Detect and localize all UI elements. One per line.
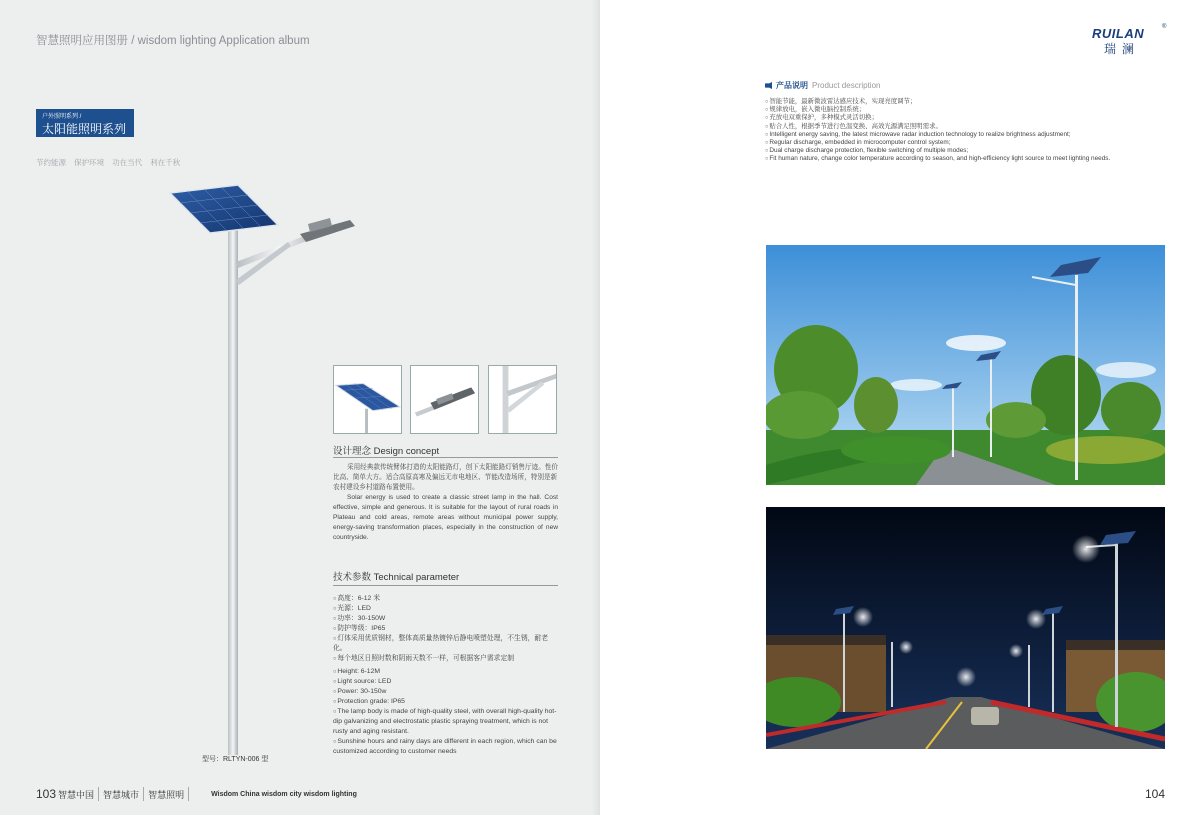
- param-item: ○ 光源：LED: [333, 604, 558, 614]
- divider: [188, 787, 189, 801]
- left-footer: [36, 787, 357, 801]
- divider: [333, 457, 558, 458]
- series-sub-label: 户外照明系列 /: [42, 114, 82, 120]
- album-title: 智慧照明应用图册 / wisdom lighting Application album: [36, 35, 310, 47]
- param-item: ○ 灯体采用优质钢材，整体高质量热镀锌后静电喷塑处理，不生锈，耐老化。: [333, 634, 558, 654]
- product-description-list: [765, 98, 1185, 164]
- product-description-heading: [765, 80, 880, 91]
- product-item: ○ Intelligent energy saving, the latest microwave radar induction technology to realize brightness adjustment;: [765, 131, 1185, 139]
- page-number: 103: [36, 787, 57, 801]
- product-item: ○ Fit human nature, change color temperature according to season, and high-efficiency light source to meet lighting needs.: [765, 155, 1185, 163]
- footer-item: 智慧照明: [148, 789, 185, 800]
- divider: [98, 787, 99, 801]
- slogan: 节约能源: [36, 158, 66, 167]
- divider: [143, 787, 144, 801]
- param-item: ○ 防护等级：IP65: [333, 624, 558, 634]
- brand-name-cn: 瑞澜: [1104, 42, 1141, 56]
- solar-panel-icon: [334, 366, 401, 433]
- product-item: ○ Regular discharge, embedded in microcomputer control system;: [765, 139, 1185, 147]
- product-item: ○ 规律放电，嵌入微电脑控制系统；: [765, 106, 1185, 114]
- design-concept-heading: 设计理念 Design concept: [333, 446, 440, 457]
- daytime-road-photo: [766, 245, 1165, 485]
- slogan: 保护环境: [74, 158, 105, 167]
- param-item: ○ 高度：6-12 米: [333, 594, 558, 604]
- page-number: 104: [1145, 787, 1166, 801]
- param-item: ○ Height: 6-12M: [333, 667, 558, 677]
- technical-parameter-heading: 技术参数 Technical parameter: [333, 572, 460, 583]
- divider: [333, 585, 558, 586]
- registered-mark: ®: [1162, 24, 1167, 30]
- param-item: ○ 每个地区日照时数和阴雨天数不一样，可根据客户需求定制: [333, 654, 558, 664]
- product-item: ○ 贴合人性，根据季节进行色温变换、高效光源满足照明需求。: [765, 123, 1185, 131]
- param-item: ○ Light source: LED: [333, 677, 558, 687]
- footer-english: Wisdom China wisdom city wisdom lighting: [211, 790, 357, 798]
- slogans: [36, 157, 186, 168]
- slogan: 功在当代: [112, 158, 143, 167]
- param-item: ○ Power: 30-150w: [333, 687, 558, 697]
- footer-item: 智慧中国: [58, 789, 95, 800]
- model-number: 型号：RLTYN-006 型: [202, 756, 269, 763]
- night-scene: [766, 507, 1165, 749]
- brand-name: RUILAN: [1092, 26, 1145, 41]
- param-item: ○ The lamp body is made of high-quality steel, with overall high-quality hot-dip galvanizing and electrostatic plastic spraying treatment, which is not rusty and aging resistant.: [333, 707, 558, 737]
- design-concept-en: Solar energy is used to create a classic street lamp in the hall. Cost effective, simple and generous. It is suitable for the layout of rural roads in Plateau and cold areas, remote areas without municipal power supply, energy-saving transformation places, especially in the construction of new countryside.: [333, 494, 558, 541]
- product-item: ○ 智能节能，最新微波雷达感应技术，实现亮度调节；: [765, 98, 1185, 106]
- product-heading-en: Product description: [812, 81, 881, 90]
- speaker-icon: [765, 82, 772, 89]
- product-heading-cn: 产品说明: [776, 81, 808, 90]
- param-item: ○ 功率：30-150W: [333, 614, 558, 624]
- brand-logo: [1092, 24, 1167, 56]
- arm-bracket-icon: [489, 366, 556, 433]
- technical-parameter-list: [333, 594, 558, 757]
- product-item: ○ Dual charge discharge protection, flexible switching of multiple modes;: [765, 147, 1185, 155]
- product-item: ○ 充放电双重保护，多种模式灵活切换；: [765, 114, 1185, 122]
- detail-thumbnails: [333, 365, 558, 434]
- series-label: [36, 109, 134, 137]
- solar-street-lamp-illustration: [160, 180, 360, 760]
- footer-item: 智慧城市: [103, 789, 140, 800]
- slogan: 利在千秋: [150, 158, 181, 167]
- param-item: ○ Protection grade: IP65: [333, 697, 558, 707]
- series-main-label: 太阳能照明系列: [42, 122, 127, 136]
- thumbnail-arm-bracket: [488, 365, 557, 434]
- design-concept-text: [333, 463, 558, 543]
- param-item: ○ Sunshine hours and rainy days are different in each region, which can be customized according to customer needs: [333, 737, 558, 757]
- design-concept-cn: 采用经典款传统臂体打造的太阳能路灯，创下太阳能路灯销售厅迹。性价比高、简单大方。适合高原高寒及偏远无市电地区、节能改造场所，特别是新农村建设乡村道路布置使用。: [333, 464, 558, 491]
- lamp-head-icon: [411, 366, 478, 433]
- daytime-scene: [766, 245, 1165, 485]
- thumbnail-lamp-head: [410, 365, 479, 434]
- night-road-photo: [766, 507, 1165, 749]
- thumbnail-solar-panel: [333, 365, 402, 434]
